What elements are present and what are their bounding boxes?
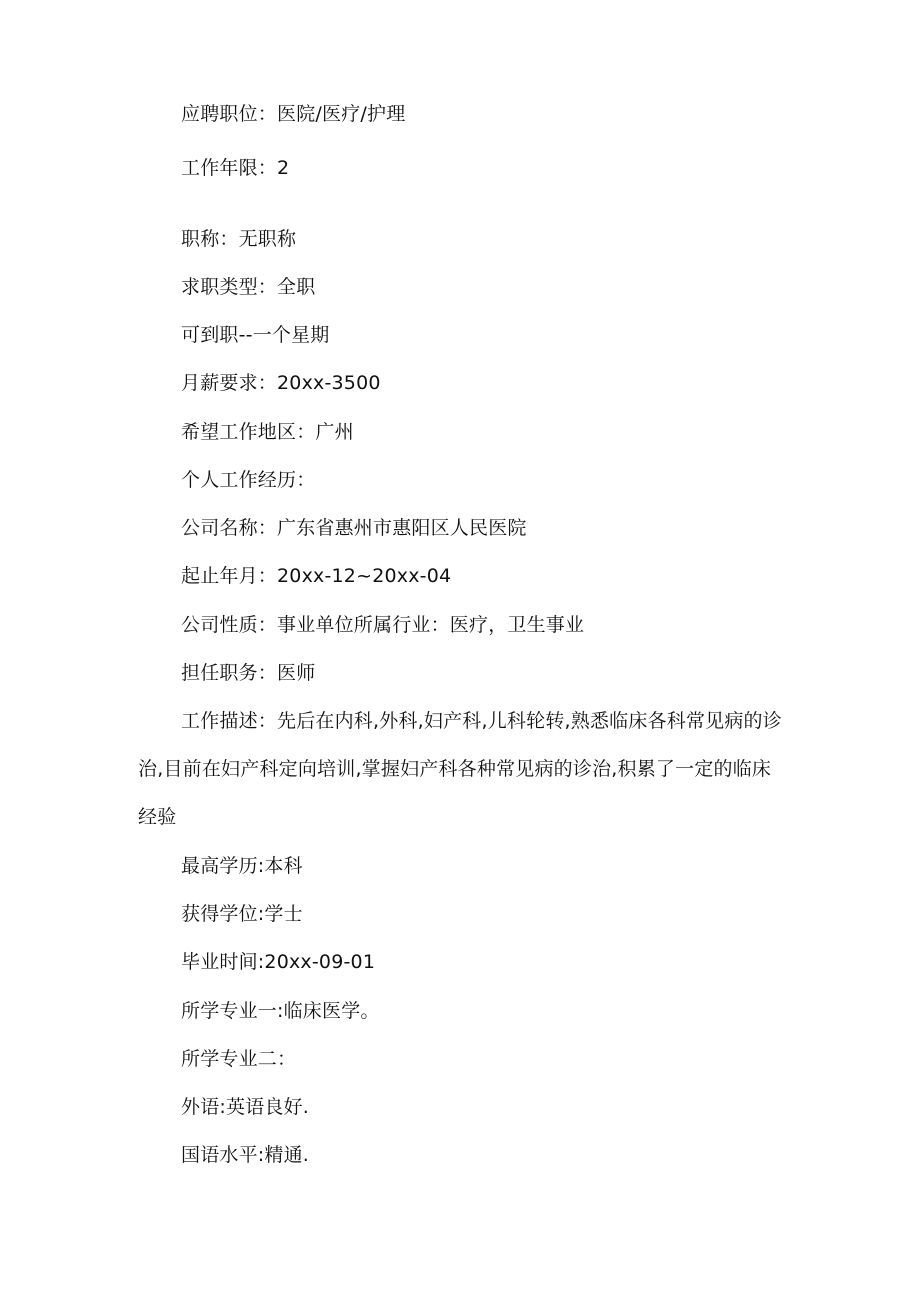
salary-requirement: 月薪要求：20xx-3500	[181, 372, 381, 394]
applied-position: 应聘职位：医院/医疗/护理	[181, 103, 406, 125]
company-name: 公司名称：广东省惠州市惠阳区人民医院	[181, 517, 527, 539]
work-years: 工作年限：2	[181, 157, 290, 179]
highest-education: 最高学历:本科	[181, 855, 303, 877]
work-description: 工作描述：先后在内科,外科,妇产科,儿科轮转,熟悉临床各科常见病的诊治,目前在妇产科定向培训,掌握妇产科各种常见病的诊治,积累了一定的临床经验	[138, 710, 782, 828]
degree: 获得学位:学士	[181, 903, 303, 925]
mandarin-level: 国语水平:精通.	[181, 1144, 310, 1166]
major-one: 所学专业一:临床医学。	[181, 1000, 380, 1022]
preferred-location: 希望工作地区：广州	[181, 421, 354, 443]
company-nature: 公司性质：事业单位所属行业：医疗，卫生事业	[181, 614, 585, 636]
job-type: 求职类型：全职	[181, 276, 316, 298]
availability: 可到职--一个星期	[181, 324, 330, 346]
work-experience-heading: 个人工作经历：	[181, 469, 316, 491]
graduation-date: 毕业时间:20xx-09-01	[181, 951, 376, 973]
foreign-language: 外语:英语良好.	[181, 1096, 310, 1118]
position-held: 担任职务：医师	[181, 662, 316, 684]
professional-title: 职称：无职称	[181, 228, 297, 250]
employment-period: 起止年月：20xx-12~20xx-04	[181, 565, 452, 587]
major-two: 所学专业二：	[181, 1048, 297, 1070]
